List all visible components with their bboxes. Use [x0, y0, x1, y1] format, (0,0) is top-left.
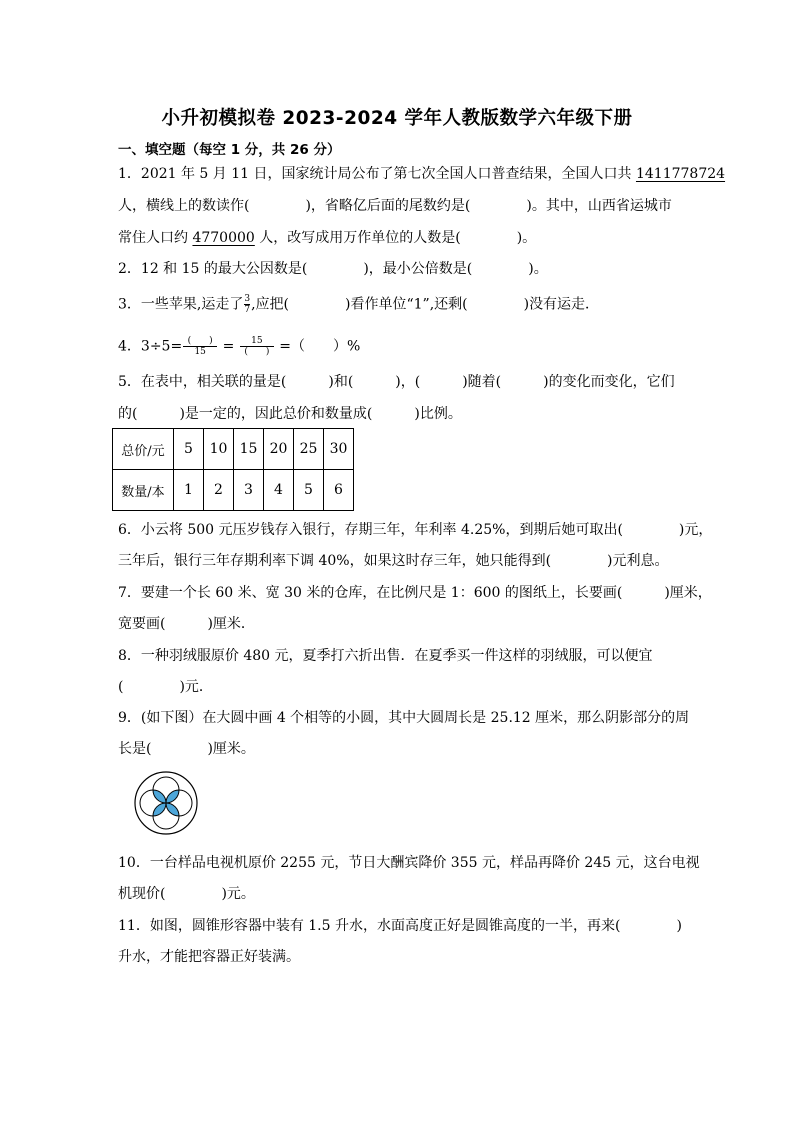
small-circle-right [166, 790, 192, 816]
page-title: 小升初模拟卷 2023-2024 学年人教版数学六年级下册 [161, 108, 633, 129]
q5-line-2: 的( )是一定的，因此总价和数量成( )比例。 [118, 406, 462, 422]
q4-text-b: =（ ）% [274, 338, 361, 355]
q1-line-2: 人，横线上的数读作( )，省略亿后面的尾数约是( )。其中，山西省运城市 [118, 198, 672, 214]
q1-text-d: 人，改写成用万作单位的人数是( )。 [254, 230, 537, 246]
small-circle-top [153, 777, 179, 803]
table-cell: 15 [234, 429, 264, 470]
q4-equals: = [218, 338, 239, 355]
table-cell: 5 [294, 470, 324, 511]
q4-fraction-1-denominator: 15 [183, 346, 217, 357]
table-row-label: 总价/元 [113, 429, 174, 470]
q3-line [118, 294, 599, 315]
q10-line-2: 机现价( )元。 [118, 886, 255, 902]
q4-fraction-2 [240, 336, 274, 357]
q4-fraction-1-numerator: ( ) [187, 336, 213, 346]
table-cell: 4 [264, 470, 294, 511]
price-quantity-table [112, 428, 354, 511]
table-cell: 3 [234, 470, 264, 511]
q3-fraction-numerator: 3 [244, 294, 251, 304]
q4-fraction-2-numerator: 15 [251, 336, 263, 346]
table-row-label: 数量/本 [113, 470, 174, 511]
q4-fraction-1 [183, 336, 217, 357]
q6-line-2: 三年后，银行三年存期利率下调 40%，如果这时存三年，她只能得到( )元利息。 [118, 553, 669, 569]
table-cell: 10 [204, 429, 234, 470]
table-cell: 20 [264, 429, 294, 470]
table-cell: 25 [294, 429, 324, 470]
q1-text-a: 1．2021 年 5 月 11 日，国家统计局公布了第七次全国人口普查结果，全国人口共 [118, 166, 636, 182]
table-row-quantity [113, 470, 354, 511]
q1-underlined-population: 4770000 [192, 230, 255, 246]
table-cell: 2 [204, 470, 234, 511]
q4-line [118, 336, 360, 357]
q2-line: 2．12 和 15 的最大公因数是( )，最小公倍数是( )。 [118, 261, 548, 277]
q11-line-2: 升水，才能把容器正好装满。 [118, 949, 300, 965]
q4-fraction-2-denominator: ( ) [240, 346, 274, 357]
q1-line-3 [118, 228, 536, 248]
circle-flower-figure [133, 770, 199, 836]
small-circle-bottom [153, 803, 179, 829]
table-cell: 6 [324, 470, 354, 511]
q3-text-a: 3．一些苹果,运走了 [118, 296, 244, 313]
table-cell: 5 [174, 429, 204, 470]
q9-line-2: 长是( )厘米。 [118, 741, 255, 757]
q1-text-c: 常住人口约 [118, 230, 193, 246]
q3-text-b: ,应把( )看作单位“1”,还剩( )没有运走． [251, 296, 600, 313]
q3-fraction-denominator: 7 [244, 305, 251, 315]
q7-line-2: 宽要画( )厘米． [118, 616, 255, 632]
table-row-price [113, 429, 354, 470]
q3-fraction [244, 294, 250, 315]
q7-line-1: 7．要建一个长 60 米、宽 30 米的仓库，在比例尺是 1：600 的图纸上，长要画( )厘米， [118, 585, 712, 601]
q1-line-1 [118, 164, 725, 184]
section-heading: 一、填空题（每空 1 分，共 26 分） [118, 142, 341, 158]
q8-line-1: 8．一种羽绒服原价 480 元，夏季打六折出售．在夏季买一件这样的羽绒服，可以便宜 [118, 648, 653, 664]
q11-line-1: 11．如图，圆锥形容器中装有 1.5 升水，水面高度正好是圆锥高度的一半，再来( ) [118, 918, 682, 934]
q6-line-1: 6．小云将 500 元压岁钱存入银行，存期三年，年利率 4.25%，到期后她可取出( )元， [118, 522, 713, 538]
q4-text-a: 4．3÷5= [118, 338, 183, 355]
q9-line-1: 9．(如下图）在大圆中画 4 个相等的小圆，其中大圆周长是 25.12 厘米，那么阴影部分的周 [118, 710, 690, 726]
q10-line-1: 10．一台样品电视机原价 2255 元，节日大酬宾降价 355 元，样品再降价 245 元，这台电视 [118, 855, 700, 871]
table-cell: 30 [324, 429, 354, 470]
q8-line-2: ( )元． [118, 679, 213, 695]
small-circle-left [140, 790, 166, 816]
table-cell: 1 [174, 470, 204, 511]
q5-line-1: 5．在表中，相关联的量是( )和( )，( )随着( )的变化而变化，它们 [118, 374, 675, 390]
q1-underlined-number: 1411778724 [635, 166, 726, 182]
